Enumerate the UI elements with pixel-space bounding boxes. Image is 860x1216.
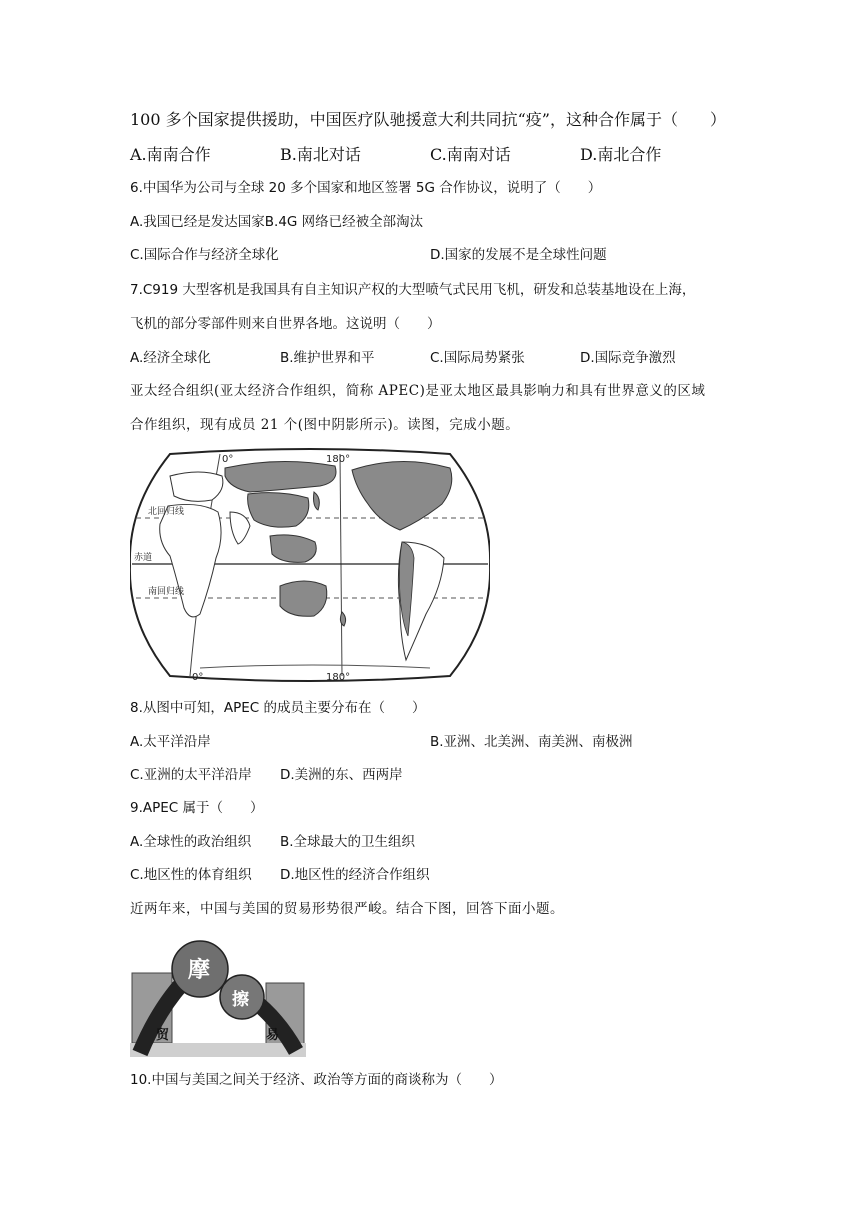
map-label-180-top: 180° [326, 454, 351, 465]
q7-option-a: A.经济全球化 [130, 350, 211, 366]
q6-option-d: D.国家的发展不是全球性问题 [430, 247, 607, 263]
trade-char-yi: 易 [266, 1028, 280, 1043]
q6-option-c: C.国际合作与经济全球化 [130, 247, 279, 263]
apec-world-map [130, 446, 490, 684]
apec-intro-line1: 亚太经合组织(亚太经济合作组织，简称 APEC)是亚太地区最具影响力和具有世界意义的区域 [130, 383, 706, 399]
q6-option-ab: A.我国已经是发达国家B.4G 网络已经被全部淘汰 [130, 214, 424, 230]
q9-option-b: B.全球最大的卫生组织 [280, 834, 416, 850]
water [130, 1043, 306, 1057]
q9-stem: 9.APEC 属于（ ） [130, 800, 264, 816]
q8-option-b: B.亚洲、北美洲、南美洲、南极洲 [430, 734, 633, 750]
china-shaded [248, 493, 309, 527]
q5-stem-tail: 100 多个国家提供援助，中国医疗队驰援意大利共同抗“疫”，这种合作属于（ ） [130, 110, 726, 129]
q9-option-a: A.全球性的政治组织 [130, 834, 252, 850]
map-label-0: 0° [222, 454, 234, 465]
trade-friction-illustration [130, 935, 306, 1057]
map-label-tropic-cancer: 北回归线 [148, 507, 185, 517]
q6-stem: 6.中国华为公司与全球 20 多个国家和地区签署 5G 合作协议，说明了（ ） [130, 180, 602, 196]
europe-outline [170, 472, 223, 501]
q8-stem: 8.从图中可知，APEC 的成员主要分布在（ ） [130, 700, 426, 716]
q10-stem: 10.中国与美国之间关于经济、政治等方面的商谈称为（ ） [130, 1072, 503, 1088]
map-label-180-bottom: 180° [326, 672, 351, 683]
q7-stem-line2: 飞机的部分零部件则来自世界各地。这说明（ ） [130, 316, 441, 332]
southeast-asia-shaded [270, 535, 316, 562]
trade-char-mao: 贸 [156, 1028, 170, 1043]
q9-option-d: D.地区性的经济合作组织 [280, 867, 430, 883]
apec-intro-line2: 合作组织，现有成员 21 个(图中阴影所示)。读图，完成小题。 [130, 417, 520, 433]
q8-option-d: D.美洲的东、西两岸 [280, 767, 403, 783]
australia-shaded [280, 581, 327, 616]
trade-intro: 近两年来，中国与美国的贸易形势很严峻。结合下图，回答下面小题。 [130, 901, 564, 917]
q7-stem-line1: 7.C919 大型客机是我国具有自主知识产权的大型喷气式民用飞机，研发和总装基地设在上海， [130, 282, 696, 298]
map-label-tropic-capricorn: 南回归线 [148, 587, 185, 597]
q5-option-d: D.南北合作 [580, 145, 662, 164]
q7-option-b: B.维护世界和平 [280, 350, 375, 366]
q7-option-d: D.国际竞争激烈 [580, 350, 676, 366]
q5-option-a: A.南南合作 [130, 145, 211, 164]
q5-option-c: C.南南对话 [430, 145, 511, 164]
q7-option-c: C.国际局势紧张 [430, 350, 525, 366]
trade-char-mo: 摩 [188, 958, 211, 983]
q5-option-b: B.南北对话 [280, 145, 361, 164]
q9-option-c: C.地区性的体育组织 [130, 867, 252, 883]
map-label-0-bottom: 0° [192, 672, 204, 683]
trade-char-ca: 擦 [232, 990, 249, 1010]
q8-option-a: A.太平洋沿岸 [130, 734, 211, 750]
map-label-equator: 赤道 [134, 553, 153, 563]
q8-option-c: C.亚洲的太平洋沿岸 [130, 767, 252, 783]
